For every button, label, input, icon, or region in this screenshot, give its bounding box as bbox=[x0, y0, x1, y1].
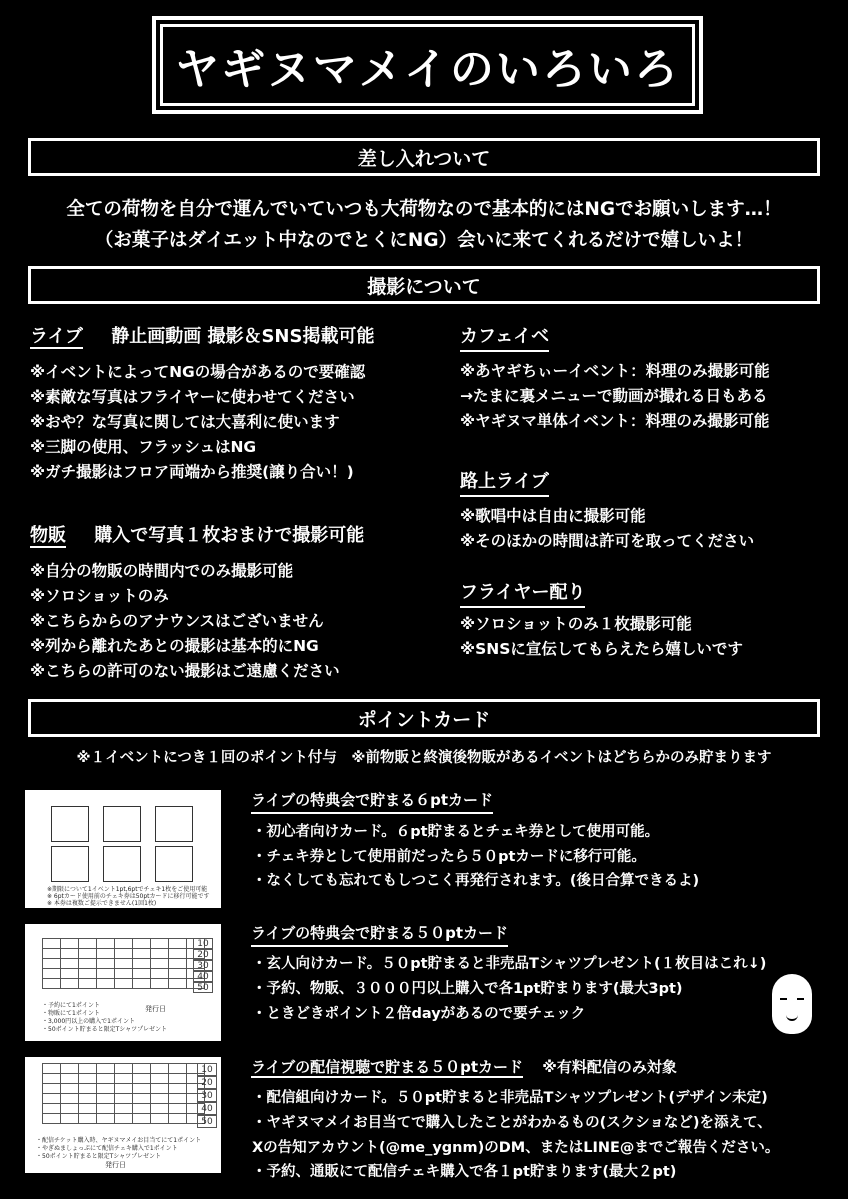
card-6pt-item-3: ・なくしても忘れてもしつこく再発行されます。(後日合算できるよ) bbox=[252, 873, 700, 889]
card-stream-item-1: ・配信組向けカード。５０pt貯まると非売品Tシャツプレゼント(デザイン未定) bbox=[252, 1090, 768, 1106]
live-item-4: ※三脚の使用、フラッシュはNG bbox=[30, 438, 257, 456]
street-item-1: ※歌唱中は自由に撮影可能 bbox=[460, 507, 646, 525]
card-6pt-fine-2: ※ 6ptカード使用前のチェキ券は50ptカードに移行可能です bbox=[47, 893, 210, 900]
stamp-box bbox=[103, 806, 141, 842]
grid-number: 30 bbox=[197, 1089, 217, 1102]
face-mouth bbox=[786, 1014, 798, 1021]
face-eye bbox=[797, 998, 804, 1000]
card-stream-fine-2: ・やぎぬましょっぷにて配信チェキ購入で1ポイント bbox=[36, 1145, 178, 1152]
merch-subheading: 購入で写真１枚おまけで撮影可能 bbox=[94, 525, 365, 546]
card-50pt-issue-date: 発行日 bbox=[145, 1005, 166, 1013]
card-50pt-item-1: ・玄人向けカード。５０pt貯まると非売品Tシャツプレゼント(１枚目はこれ↓) bbox=[252, 956, 767, 972]
section-header-points: ポイントカード bbox=[28, 699, 820, 737]
card-stream-heading: ライブの配信視聴で貯まる５０ptカード bbox=[251, 1058, 524, 1076]
stamp-box bbox=[51, 806, 89, 842]
merch-heading: 物販 bbox=[30, 525, 66, 546]
card-6pt-fine-3: ※ 本券は複数ご提示できません(1回1枚) bbox=[47, 900, 157, 907]
face-illustration bbox=[772, 974, 812, 1034]
card-6pt-item-2: ・チェキ券として使用前だったら５０ptカードに移行可能。 bbox=[252, 849, 646, 865]
section-header-gifts: 差し入れついて bbox=[28, 138, 820, 176]
merch-item-4: ※列から離れたあとの撮影は基本的にNG bbox=[30, 637, 319, 655]
grid-number: 50 bbox=[197, 1115, 217, 1128]
stamp-grid bbox=[42, 938, 205, 989]
grid-number: 40 bbox=[193, 971, 213, 982]
live-item-1: ※イベントによってNGの場合があるので要確認 bbox=[30, 363, 366, 381]
card-6pt-image bbox=[25, 790, 221, 908]
street-heading: 路上ライブ bbox=[460, 467, 549, 497]
merch-item-3: ※こちらからのアナウンスはございません bbox=[30, 612, 324, 630]
card-stream-image bbox=[25, 1057, 221, 1173]
grid-number: 20 bbox=[193, 949, 213, 960]
merch-heading-row bbox=[30, 521, 364, 549]
live-subheading: 静止画動画 撮影＆SNS掲載可能 bbox=[111, 326, 375, 347]
card-50pt-item-3: ・ときどきポイント２倍dayがあるので要チェック bbox=[252, 1006, 586, 1022]
card-6pt-fine-1: ※期限について1イベント1pt,6ptでチェキ1枚をご使用可能 bbox=[47, 886, 208, 893]
card-stream-fine-3: ・50ポイント貯まると限定Tシャツプレゼント bbox=[36, 1153, 161, 1160]
page-title: ヤギヌマメイのいろいろ bbox=[175, 44, 680, 95]
points-note: ※１イベントにつき１回のポイント付与 ※前物販と終演後物販があるイベントはどちらかのみ貯まります bbox=[76, 750, 772, 766]
stamp-box bbox=[155, 846, 193, 882]
flyer-item-1: ※ソロショットのみ１枚撮影可能 bbox=[460, 615, 692, 633]
card-50pt-image bbox=[25, 924, 221, 1041]
gifts-line-2: （お菓子はダイエット中なのでとくにNG）会いに来てくれるだけで嬉しいよ！ bbox=[94, 230, 754, 251]
stamp-grid bbox=[42, 1063, 205, 1124]
grid-number: 20 bbox=[197, 1076, 217, 1089]
cafe-item-2: →たまに裏メニューで動画が撮れる日もある bbox=[460, 387, 768, 405]
merch-item-2: ※ソロショットのみ bbox=[30, 587, 169, 605]
merch-item-5: ※こちらの許可のない撮影はご遠慮ください bbox=[30, 662, 340, 680]
flyer-heading: フライヤー配り bbox=[460, 578, 585, 608]
card-stream-heading-row bbox=[251, 1056, 677, 1079]
live-item-5: ※ガチ撮影はフロア両端から推奨(譲り合い！) bbox=[30, 463, 354, 481]
grid-number: 30 bbox=[193, 960, 213, 971]
stamp-box bbox=[51, 846, 89, 882]
card-50pt-heading: ライブの特典会で貯まる５０ptカード bbox=[251, 922, 508, 947]
title-box bbox=[152, 16, 703, 114]
card-stream-issue-date: 発行日 bbox=[105, 1161, 126, 1169]
street-item-2: ※そのほかの時間は許可を取ってください bbox=[460, 532, 755, 550]
card-stream-item-3: Xの告知アカウント(@me_ygnm)のDM、またはLINE@までご報告ください。 bbox=[252, 1140, 780, 1156]
card-stream-heading-note: ※有料配信のみ対象 bbox=[542, 1058, 677, 1076]
live-heading: ライブ bbox=[30, 326, 83, 347]
card-50pt-fine-2: ・物販にて1ポイント bbox=[42, 1010, 100, 1017]
live-heading-row bbox=[30, 322, 374, 350]
grid-number: 10 bbox=[197, 1063, 217, 1076]
live-item-2: ※素敵な写真はフライヤーに使わせてください bbox=[30, 388, 355, 406]
grid-number: 40 bbox=[197, 1102, 217, 1115]
card-50pt-item-2: ・予約、物販、３０００円以上購入で各1pt貯まります(最大3pt) bbox=[252, 981, 683, 997]
cafe-item-3: ※ヤギヌマ単体イベント：料理のみ撮影可能 bbox=[460, 412, 770, 430]
face-eye bbox=[780, 998, 787, 1000]
grid-number: 10 bbox=[193, 938, 213, 949]
card-6pt-heading: ライブの特典会で貯まる６ptカード bbox=[251, 789, 493, 814]
card-50pt-fine-1: ・予約にて1ポイント bbox=[42, 1002, 100, 1009]
cafe-item-1: ※あヤギちぃーイベント：料理のみ撮影可能 bbox=[460, 362, 770, 380]
stamp-box bbox=[155, 806, 193, 842]
stamp-box bbox=[103, 846, 141, 882]
cafe-heading: カフェイベ bbox=[460, 322, 549, 352]
section-header-photo: 撮影について bbox=[28, 266, 820, 304]
card-50pt-fine-4: ・50ポイント貯まると限定Tシャツプレゼント bbox=[42, 1026, 167, 1033]
card-stream-fine-1: ・配信チケット購入時、ヤギヌマメイお目当てにて1ポイント bbox=[36, 1137, 202, 1144]
live-item-3: ※おや？な写真に関しては大喜利に使います bbox=[30, 413, 340, 431]
title-inner-frame bbox=[160, 24, 695, 106]
grid-number: 50 bbox=[193, 982, 213, 993]
card-stream-item-2: ・ヤギヌマメイお目当てで購入したことがわかるもの(スクショなど)を添えて、 bbox=[252, 1115, 772, 1131]
card-50pt-fine-3: ・3,000円以上の購入で1ポイント bbox=[42, 1018, 135, 1025]
card-6pt-item-1: ・初心者向けカード。６pt貯まるとチェキ券として使用可能。 bbox=[252, 824, 660, 840]
flyer-item-2: ※SNSに宣伝してもらえたら嬉しいです bbox=[460, 640, 743, 658]
merch-item-1: ※自分の物販の時間内でのみ撮影可能 bbox=[30, 562, 294, 580]
card-stream-item-4: ・予約、通販にて配信チェキ購入で各１pt貯まります(最大２pt) bbox=[252, 1164, 677, 1180]
gifts-line-1: 全ての荷物を自分で運んでいていつも大荷物なので基本的にはNGでお願いします…！ bbox=[66, 199, 782, 220]
